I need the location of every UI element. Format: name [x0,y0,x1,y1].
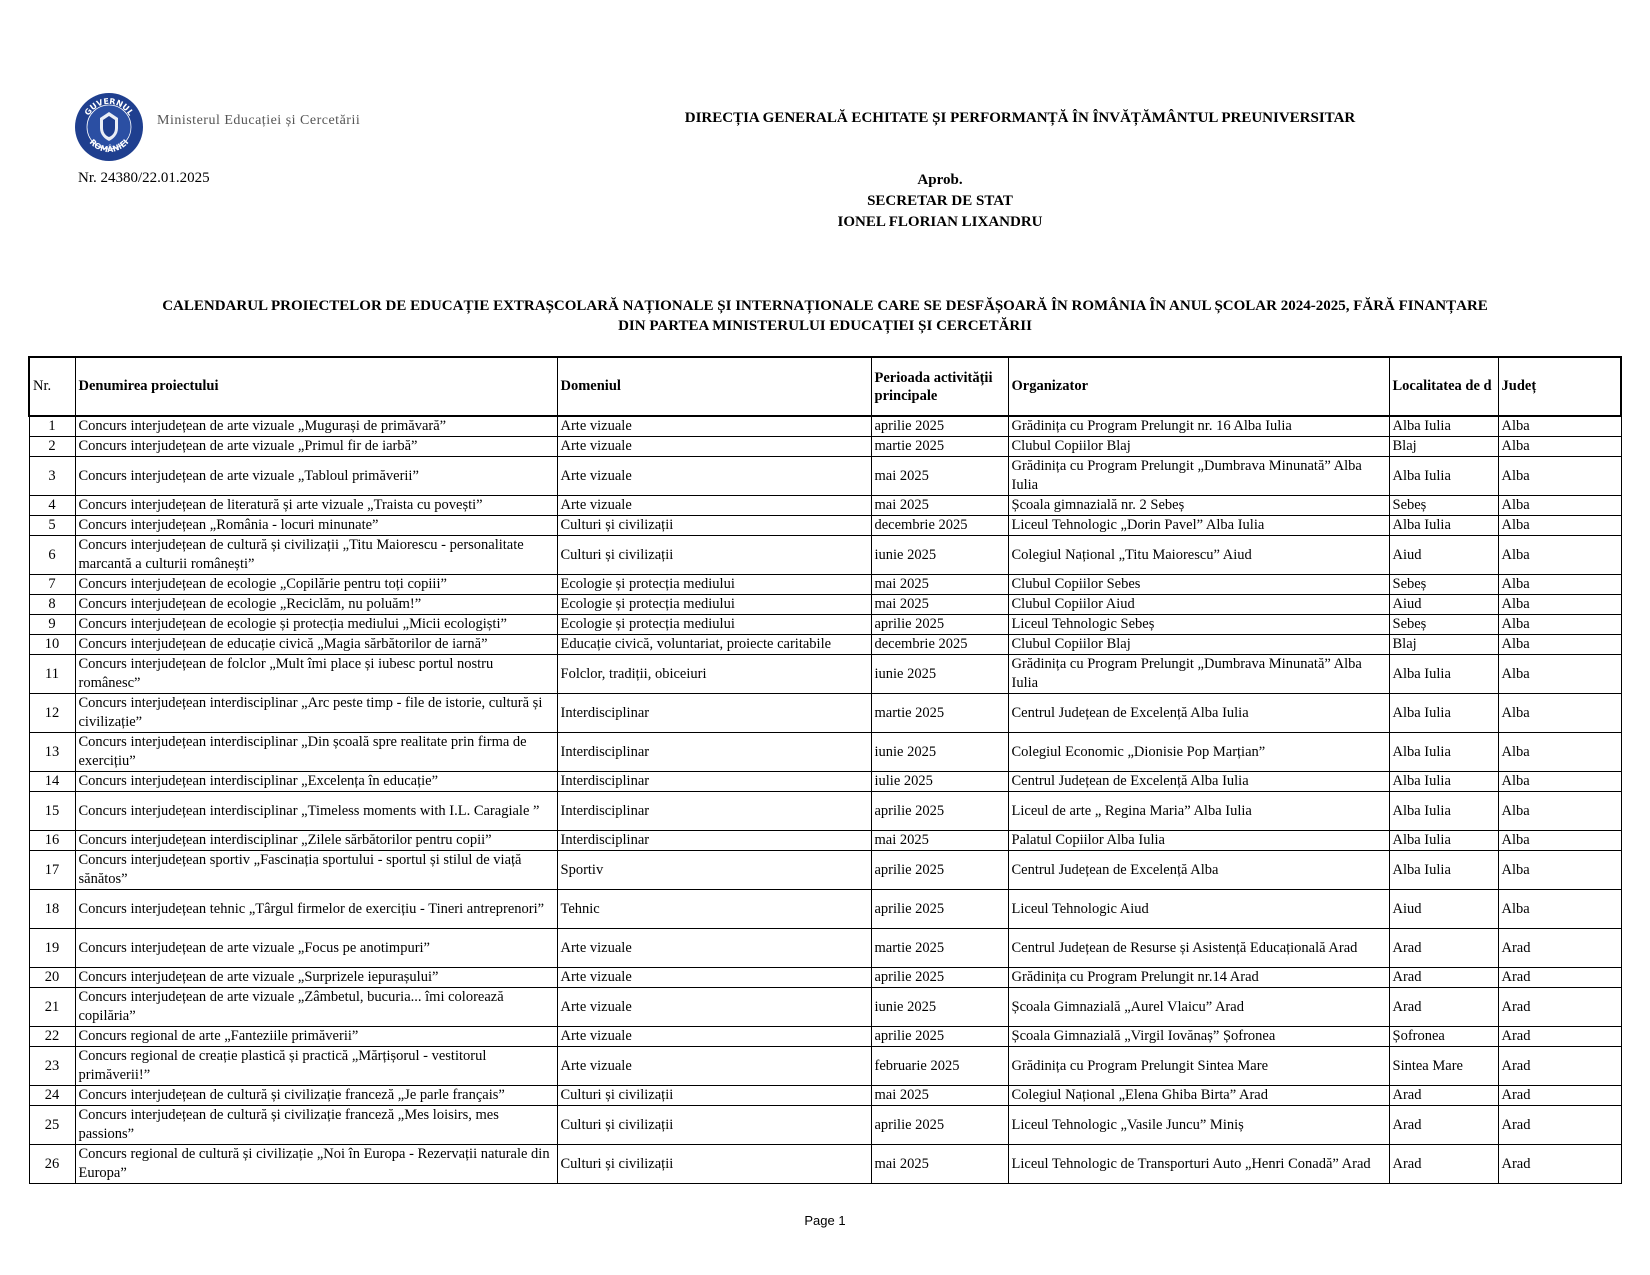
cell-organizer: Centrul Județean de Excelență Alba Iulia [1008,772,1389,792]
cell-nr: 7 [29,575,75,595]
approval-line: Aprob. [917,172,963,188]
cell-nr: 14 [29,772,75,792]
cell-domain: Arte vizuale [557,929,871,968]
cell-county: Alba [1498,595,1621,615]
cell-domain: Culturi și civilizații [557,1145,871,1184]
cell-period: iunie 2025 [871,536,1008,575]
cell-county: Alba [1498,416,1621,437]
cell-county: Arad [1498,929,1621,968]
cell-nr: 9 [29,615,75,635]
column-header-locality: Localitatea de d [1389,357,1498,416]
cell-period: mai 2025 [871,1145,1008,1184]
cell-project-name: Concurs interjudețean interdisciplinar „Arc peste timp - file de istorie, cultură și civilizație” [75,694,557,733]
cell-domain: Interdisciplinar [557,792,871,831]
table-row [29,655,1621,694]
cell-period: martie 2025 [871,694,1008,733]
table-row [29,772,1621,792]
cell-project-name: Concurs interjudețean interdisciplinar „Din școală spre realitate prin firma de exercițiu” [75,733,557,772]
cell-nr: 13 [29,733,75,772]
cell-project-name: Concurs regional de arte „Fanteziile primăverii” [75,1027,557,1047]
cell-period: mai 2025 [871,496,1008,516]
cell-organizer: Palatul Copiilor Alba Iulia [1008,831,1389,851]
cell-locality: Alba Iulia [1389,831,1498,851]
column-header-name: Denumirea proiectului [75,357,557,416]
cell-nr: 24 [29,1086,75,1106]
document-title-line: DIN PARTEA MINISTERULUI EDUCAȚIEI ȘI CERCETĂRII [618,318,1032,334]
cell-domain: Arte vizuale [557,437,871,457]
cell-organizer: Centrul Județean de Resurse și Asistență Educațională Arad [1008,929,1389,968]
cell-period: decembrie 2025 [871,516,1008,536]
table-row [29,733,1621,772]
cell-county: Arad [1498,988,1621,1027]
cell-locality: Alba Iulia [1389,772,1498,792]
cell-period: iunie 2025 [871,655,1008,694]
cell-domain: Arte vizuale [557,988,871,1027]
cell-county: Alba [1498,694,1621,733]
government-seal-logo [74,92,144,162]
cell-project-name: Concurs interjudețean de ecologie și protecția mediului „Micii ecologiști” [75,615,557,635]
cell-nr: 8 [29,595,75,615]
cell-county: Alba [1498,457,1621,496]
cell-period: aprilie 2025 [871,416,1008,437]
cell-domain: Culturi și civilizații [557,1086,871,1106]
table-row [29,929,1621,968]
cell-project-name: Concurs interjudețean de cultură și civilizații „Titu Maiorescu - personalitate marcantă a culturii românești” [75,536,557,575]
cell-nr: 25 [29,1106,75,1145]
cell-domain: Ecologie și protecția mediului [557,615,871,635]
table-row [29,890,1621,929]
cell-organizer: Colegiul Național „Titu Maiorescu” Aiud [1008,536,1389,575]
cell-project-name: Concurs interjudețean de educație civică „Magia sărbătorilor de iarnă” [75,635,557,655]
cell-nr: 6 [29,536,75,575]
cell-domain: Interdisciplinar [557,733,871,772]
cell-organizer: Clubul Copiilor Sebes [1008,575,1389,595]
cell-period: decembrie 2025 [871,635,1008,655]
cell-locality: Alba Iulia [1389,457,1498,496]
cell-locality: Aiud [1389,536,1498,575]
table-header-row [29,357,1621,416]
cell-period: aprilie 2025 [871,1027,1008,1047]
cell-period: aprilie 2025 [871,792,1008,831]
cell-nr: 22 [29,1027,75,1047]
cell-domain: Ecologie și protecția mediului [557,575,871,595]
cell-period: martie 2025 [871,437,1008,457]
cell-county: Alba [1498,851,1621,890]
cell-county: Alba [1498,890,1621,929]
cell-period: aprilie 2025 [871,851,1008,890]
table-row [29,1145,1621,1184]
table-row [29,595,1621,615]
table-row [29,416,1621,437]
cell-locality: Arad [1389,968,1498,988]
cell-project-name: Concurs interjudețean de ecologie „Reciclăm, nu poluăm!” [75,595,557,615]
cell-project-name: Concurs interjudețean de arte vizuale „Focus pe anotimpuri” [75,929,557,968]
cell-locality: Sebeș [1389,575,1498,595]
cell-county: Arad [1498,1106,1621,1145]
cell-organizer: Colegiul Național „Elena Ghiba Birta” Arad [1008,1086,1389,1106]
cell-project-name: Concurs regional de cultură și civilizație „Noi în Europa - Rezervații naturale din Europa” [75,1145,557,1184]
cell-nr: 5 [29,516,75,536]
cell-project-name: Concurs interjudețean de folclor „Mult îmi place și iubesc portul nostru românesc” [75,655,557,694]
cell-county: Alba [1498,575,1621,595]
cell-organizer: Școala gimnazială nr. 2 Sebeș [1008,496,1389,516]
cell-organizer: Clubul Copiilor Blaj [1008,437,1389,457]
cell-organizer: Școala Gimnazială „Aurel Vlaicu” Arad [1008,988,1389,1027]
cell-project-name: Concurs interjudețean de literatură și arte vizuale „Traista cu povești” [75,496,557,516]
cell-nr: 18 [29,890,75,929]
cell-locality: Alba Iulia [1389,416,1498,437]
cell-organizer: Grădinița cu Program Prelungit Sintea Mare [1008,1047,1389,1086]
cell-county: Alba [1498,536,1621,575]
cell-domain: Interdisciplinar [557,831,871,851]
table-row [29,694,1621,733]
cell-nr: 1 [29,416,75,437]
cell-project-name: Concurs interjudețean de arte vizuale „Tabloul primăverii” [75,457,557,496]
table-row [29,988,1621,1027]
cell-locality: Blaj [1389,635,1498,655]
table-row [29,968,1621,988]
cell-domain: Tehnic [557,890,871,929]
cell-county: Alba [1498,733,1621,772]
cell-county: Alba [1498,516,1621,536]
cell-locality: Sebeș [1389,496,1498,516]
cell-county: Arad [1498,1027,1621,1047]
cell-county: Alba [1498,655,1621,694]
cell-county: Alba [1498,792,1621,831]
cell-project-name: Concurs interjudețean „România - locuri minunate” [75,516,557,536]
cell-domain: Arte vizuale [557,968,871,988]
cell-project-name: Concurs regional de creație plastică și practică „Mărțișorul - vestitorul primăverii!” [75,1047,557,1086]
cell-organizer: Liceul Tehnologic de Transporturi Auto „Henri Conadă” Arad [1008,1145,1389,1184]
table-row [29,792,1621,831]
cell-period: iunie 2025 [871,733,1008,772]
table-row [29,536,1621,575]
cell-period: aprilie 2025 [871,1106,1008,1145]
cell-project-name: Concurs interjudețean de arte vizuale „Primul fir de iarbă” [75,437,557,457]
cell-organizer: Liceul Tehnologic Aiud [1008,890,1389,929]
cell-locality: Sebeș [1389,615,1498,635]
table-row [29,1106,1621,1145]
cell-locality: Alba Iulia [1389,733,1498,772]
cell-county: Arad [1498,1047,1621,1086]
cell-domain: Culturi și civilizații [557,1106,871,1145]
cell-nr: 11 [29,655,75,694]
cell-nr: 26 [29,1145,75,1184]
cell-county: Arad [1498,1145,1621,1184]
cell-organizer: Clubul Copiilor Blaj [1008,635,1389,655]
document-title [60,296,1590,336]
table-row [29,1086,1621,1106]
cell-organizer: Clubul Copiilor Aiud [1008,595,1389,615]
cell-period: mai 2025 [871,575,1008,595]
cell-nr: 4 [29,496,75,516]
table-row [29,457,1621,496]
cell-county: Alba [1498,772,1621,792]
cell-locality: Arad [1389,988,1498,1027]
column-header-nr: Nr. [29,357,75,416]
cell-nr: 12 [29,694,75,733]
cell-project-name: Concurs interjudețean interdisciplinar „Timeless moments with I.L. Caragiale ” [75,792,557,831]
table-row [29,496,1621,516]
cell-project-name: Concurs interjudețean de arte vizuale „Surprizele iepurașului” [75,968,557,988]
table-row [29,851,1621,890]
cell-domain: Sportiv [557,851,871,890]
table-row [29,635,1621,655]
cell-county: Alba [1498,615,1621,635]
svg-text:GUVERNUL: GUVERNUL [82,96,136,118]
cell-organizer: Colegiul Economic „Dionisie Pop Marțian” [1008,733,1389,772]
cell-nr: 21 [29,988,75,1027]
cell-period: mai 2025 [871,1086,1008,1106]
cell-period: martie 2025 [871,929,1008,968]
cell-domain: Arte vizuale [557,1027,871,1047]
cell-project-name: Concurs interjudețean de cultură și civilizație franceză „Je parle français” [75,1086,557,1106]
cell-domain: Arte vizuale [557,457,871,496]
column-header-county: Județ [1498,357,1621,416]
table-row [29,516,1621,536]
cell-nr: 15 [29,792,75,831]
approval-block [740,170,1140,233]
cell-domain: Educație civică, voluntariat, proiecte caritabile [557,635,871,655]
ministry-name: Ministerul Educației și Cercetării [157,113,361,128]
cell-county: Arad [1498,1086,1621,1106]
cell-domain: Ecologie și protecția mediului [557,595,871,615]
cell-locality: Alba Iulia [1389,851,1498,890]
column-header-domain: Domeniul [557,357,871,416]
cell-domain: Arte vizuale [557,496,871,516]
cell-project-name: Concurs interjudețean interdisciplinar „Excelența în educație” [75,772,557,792]
cell-project-name: Concurs interjudețean de cultură și civilizație franceză „Mes loisirs, mes passions” [75,1106,557,1145]
cell-organizer: Grădinița cu Program Prelungit „Dumbrava Minunată” Alba Iulia [1008,457,1389,496]
cell-nr: 3 [29,457,75,496]
cell-organizer: Liceul Tehnologic Sebeș [1008,615,1389,635]
cell-locality: Arad [1389,1086,1498,1106]
cell-locality: Alba Iulia [1389,792,1498,831]
column-header-period: Perioada activității principale [871,357,1008,416]
cell-period: mai 2025 [871,595,1008,615]
table-row [29,1047,1621,1086]
cell-county: Alba [1498,831,1621,851]
cell-organizer: Școala Gimnazială „Virgil Iovănaș” Șofronea [1008,1027,1389,1047]
document-title-line: CALENDARUL PROIECTELOR DE EDUCAȚIE EXTRAȘCOLARĂ NAȚIONALE ȘI INTERNAȚIONALE CARE SE DESFĂȘOARĂ ÎN ROMÂNIA ÎN ANUL ȘCOLAR 2024-2025, FĂRĂ FINANȚARE [162,298,1488,314]
cell-nr: 20 [29,968,75,988]
cell-locality: Aiud [1389,890,1498,929]
cell-nr: 10 [29,635,75,655]
cell-locality: Arad [1389,1145,1498,1184]
cell-period: aprilie 2025 [871,615,1008,635]
cell-locality: Alba Iulia [1389,655,1498,694]
column-header-organizer: Organizator [1008,357,1389,416]
cell-domain: Culturi și civilizații [557,516,871,536]
svg-text:ROMÂNIEI: ROMÂNIEI [87,137,131,155]
cell-nr: 23 [29,1047,75,1086]
table-body [29,416,1621,1184]
cell-organizer: Grădinița cu Program Prelungit nr. 16 Alba Iulia [1008,416,1389,437]
cell-project-name: Concurs interjudețean interdisciplinar „Zilele sărbătorilor pentru copii” [75,831,557,851]
page-number: Page 1 [804,1213,846,1228]
registration-number: Nr. 24380/22.01.2025 [78,170,210,186]
cell-period: februarie 2025 [871,1047,1008,1086]
cell-county: Alba [1498,496,1621,516]
cell-organizer: Liceul Tehnologic „Vasile Juncu” Miniș [1008,1106,1389,1145]
cell-locality: Blaj [1389,437,1498,457]
cell-period: mai 2025 [871,831,1008,851]
cell-nr: 17 [29,851,75,890]
cell-project-name: Concurs interjudețean tehnic „Târgul firmelor de exercițiu - Tineri antreprenori” [75,890,557,929]
cell-domain: Arte vizuale [557,416,871,437]
cell-project-name: Concurs interjudețean de arte vizuale „Mugurași de primăvară” [75,416,557,437]
cell-organizer: Liceul Tehnologic „Dorin Pavel” Alba Iulia [1008,516,1389,536]
cell-county: Arad [1498,968,1621,988]
approval-signatory: IONEL FLORIAN LIXANDRU [837,214,1043,230]
cell-nr: 16 [29,831,75,851]
cell-locality: Sintea Mare [1389,1047,1498,1086]
cell-period: aprilie 2025 [871,890,1008,929]
cell-organizer: Grădinița cu Program Prelungit nr.14 Arad [1008,968,1389,988]
cell-locality: Alba Iulia [1389,694,1498,733]
cell-county: Alba [1498,437,1621,457]
table-row [29,831,1621,851]
cell-project-name: Concurs interjudețean sportiv „Fascinația sportului - sportul și stilul de viață sănătos” [75,851,557,890]
cell-organizer: Centrul Județean de Excelență Alba Iulia [1008,694,1389,733]
cell-domain: Culturi și civilizații [557,536,871,575]
table-row [29,615,1621,635]
cell-period: aprilie 2025 [871,968,1008,988]
cell-project-name: Concurs interjudețean de ecologie „Copilărie pentru toți copiii” [75,575,557,595]
cell-domain: Interdisciplinar [557,772,871,792]
cell-locality: Șofronea [1389,1027,1498,1047]
cell-organizer: Liceul de arte „ Regina Maria” Alba Iulia [1008,792,1389,831]
cell-domain: Arte vizuale [557,1047,871,1086]
cell-project-name: Concurs interjudețean de arte vizuale „Zâmbetul, bucuria... îmi colorează copilăria” [75,988,557,1027]
directorate-heading: DIRECȚIA GENERALĂ ECHITATE ȘI PERFORMANȚĂ ÎN ÎNVĂȚĂMÂNTUL PREUNIVERSITAR [684,110,1356,126]
projects-table [28,356,1622,1184]
cell-organizer: Centrul Județean de Excelență Alba [1008,851,1389,890]
table-row [29,575,1621,595]
cell-organizer: Grădinița cu Program Prelungit „Dumbrava Minunată” Alba Iulia [1008,655,1389,694]
cell-locality: Arad [1389,929,1498,968]
cell-locality: Aiud [1389,595,1498,615]
cell-period: iunie 2025 [871,988,1008,1027]
table-row [29,437,1621,457]
cell-domain: Folclor, tradiții, obiceiuri [557,655,871,694]
table-row [29,1027,1621,1047]
approval-title: SECRETAR DE STAT [867,193,1013,209]
cell-locality: Alba Iulia [1389,516,1498,536]
cell-nr: 2 [29,437,75,457]
cell-period: iulie 2025 [871,772,1008,792]
cell-county: Alba [1498,635,1621,655]
cell-nr: 19 [29,929,75,968]
cell-period: mai 2025 [871,457,1008,496]
cell-domain: Interdisciplinar [557,694,871,733]
cell-locality: Arad [1389,1106,1498,1145]
